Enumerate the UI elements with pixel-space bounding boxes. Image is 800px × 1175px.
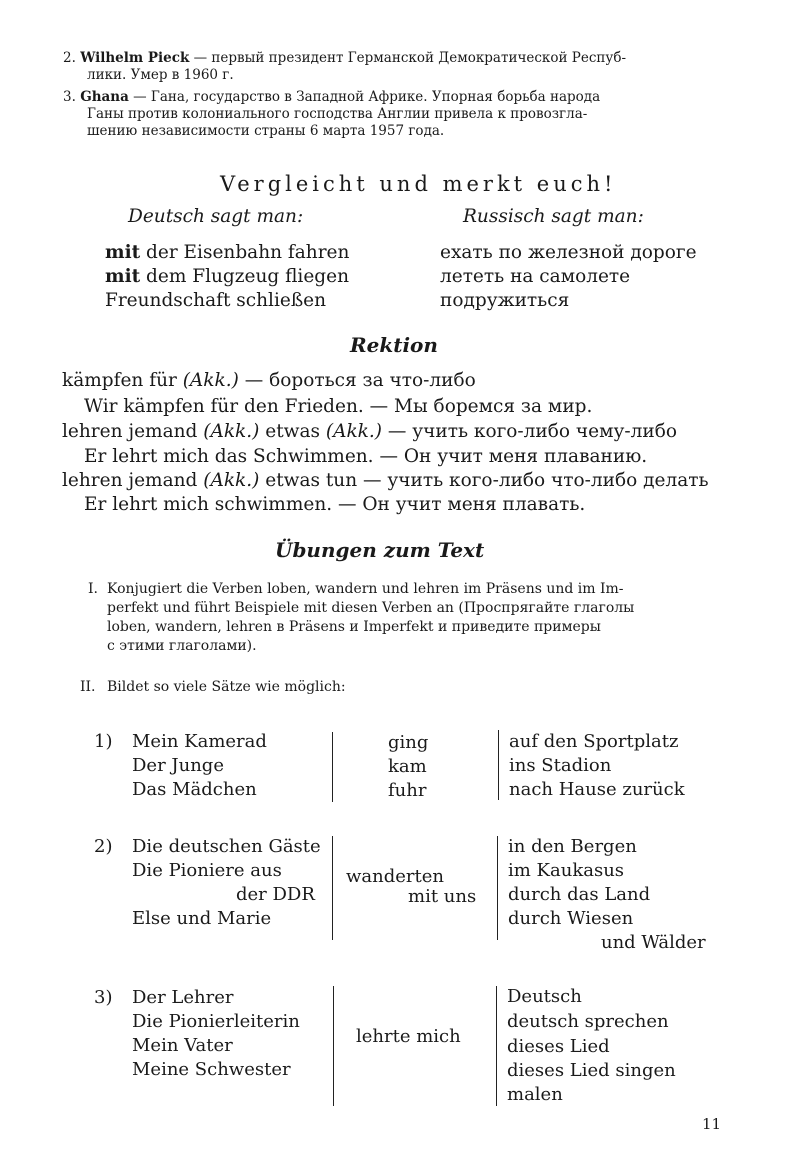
table-subject: Die Pioniere aus — [132, 860, 282, 881]
footnote-number: 3. — [63, 89, 76, 105]
table-divider — [498, 730, 499, 800]
exercise-1-text: с этими глаголами). — [107, 638, 257, 654]
column-header-russisch: Russisch sagt man: — [463, 206, 644, 227]
compare-row-de: mit der Eisenbahn fahren — [105, 242, 350, 263]
exercise-1-text: perfekt und führt Beispiele mit diesen Verben an (Проспрягайте глаголы — [107, 600, 635, 616]
table-subject: Der Lehrer — [132, 987, 234, 1008]
footnote-2-line2: лики. Умер в 1960 г. — [87, 67, 234, 83]
table-subject: Die Pionierleiterin — [132, 1011, 300, 1032]
table-subject: Meine Schwester — [132, 1059, 291, 1080]
footnote-number: 2. — [63, 50, 76, 66]
table-subject: Der Junge — [132, 755, 224, 776]
rektion-example: Er lehrt mich schwimmen. — Он учит меня плавать. — [84, 494, 586, 515]
footnote-3-line3: шению независимости страны 6 марта 1957 года. — [87, 123, 445, 139]
footnote-2 — [63, 50, 626, 67]
table-subject: Else und Marie — [132, 908, 272, 929]
exercise-1-number: I. — [88, 581, 98, 597]
table-object: malen — [507, 1084, 563, 1105]
exercise-1-text: Konjugiert die Verben loben, wandern und lehren im Präsens und im Im- — [107, 581, 624, 597]
compare-row-ru: лететь на самолете — [440, 266, 631, 287]
table-object: auf den Sportplatz — [509, 731, 679, 752]
footnote-text: — Гана, государство в Западной Африке. Упорная борьба народа — [128, 89, 601, 105]
footnote-3-line2: Ганы против колониального господства Англии привела к провозгла- — [87, 106, 588, 122]
table-object: ins Stadion — [509, 755, 612, 776]
compare-row-ru: подружиться — [440, 290, 570, 311]
table-verb: wanderten — [346, 866, 444, 887]
page-number: 11 — [702, 1115, 722, 1133]
table-object: in den Bergen — [508, 836, 637, 857]
table-divider — [332, 836, 333, 940]
footnote-term: Wilhelm Pieck — [80, 50, 190, 66]
exercise-2-text: Bildet so viele Sätze wie möglich: — [107, 679, 346, 695]
table-1-number: 1) — [94, 731, 113, 752]
compare-row-de: mit dem Flugzeug fliegen — [105, 266, 350, 287]
table-object: und Wälder — [601, 932, 706, 953]
exercise-2-number: II. — [80, 679, 96, 695]
table-verb: lehrte mich — [356, 1026, 461, 1047]
rektion-line: kämpfen für (Akk.) — бороться за что-либо — [62, 370, 476, 391]
footnote-text: — первый президент Германской Демократической Респуб- — [189, 50, 627, 66]
rektion-example: Er lehrt mich das Schwimmen. — Он учит меня плаванию. — [84, 446, 648, 467]
table-object: durch Wiesen — [508, 908, 634, 929]
rektion-example: Wir kämpfen für den Frieden. — Мы боремся за мир. — [84, 396, 593, 417]
table-object: dieses Lied — [507, 1036, 610, 1057]
rektion-title: Rektion — [350, 333, 438, 357]
table-subject: Mein Vater — [132, 1035, 233, 1056]
compare-row-ru: ехать по железной дороге — [440, 242, 697, 263]
compare-row-de: Freundschaft schließen — [105, 290, 327, 311]
table-divider — [497, 836, 498, 940]
table-subject: Die deutschen Gäste — [132, 836, 321, 857]
table-verb: ging — [388, 732, 429, 753]
rektion-line: lehren jemand (Akk.) etwas tun — учить кого-либо что-либо делать — [62, 470, 709, 491]
table-object: deutsch sprechen — [507, 1011, 669, 1032]
footnote-term: Ghana — [80, 89, 129, 105]
exercise-1-text: loben, wandern, lehren в Präsens и Imperfekt и приведите примеры — [107, 619, 601, 635]
table-verb: fuhr — [388, 780, 427, 801]
table-subject: Das Mädchen — [132, 779, 257, 800]
footnote-3 — [63, 89, 600, 106]
table-object: nach Hause zurück — [509, 779, 685, 800]
table-divider — [496, 986, 497, 1106]
table-subject: Mein Kamerad — [132, 731, 267, 752]
vergleicht-heading: Vergleicht und merkt euch! — [220, 172, 617, 196]
table-divider — [333, 986, 334, 1106]
table-verb: mit uns — [408, 886, 477, 907]
table-2-number: 2) — [94, 836, 113, 857]
table-object: durch das Land — [508, 884, 651, 905]
table-object: im Kaukasus — [508, 860, 625, 881]
table-object: Deutsch — [507, 986, 582, 1007]
rektion-line: lehren jemand (Akk.) etwas (Akk.) — учить кого-либо чему-либо — [62, 421, 677, 442]
column-header-deutsch: Deutsch sagt man: — [128, 206, 304, 227]
table-divider — [332, 732, 333, 802]
uebungen-title: Übungen zum Text — [275, 538, 485, 562]
table-object: dieses Lied singen — [507, 1060, 676, 1081]
table-verb: kam — [388, 756, 427, 777]
table-subject: der DDR — [236, 884, 315, 905]
table-3-number: 3) — [94, 987, 113, 1008]
